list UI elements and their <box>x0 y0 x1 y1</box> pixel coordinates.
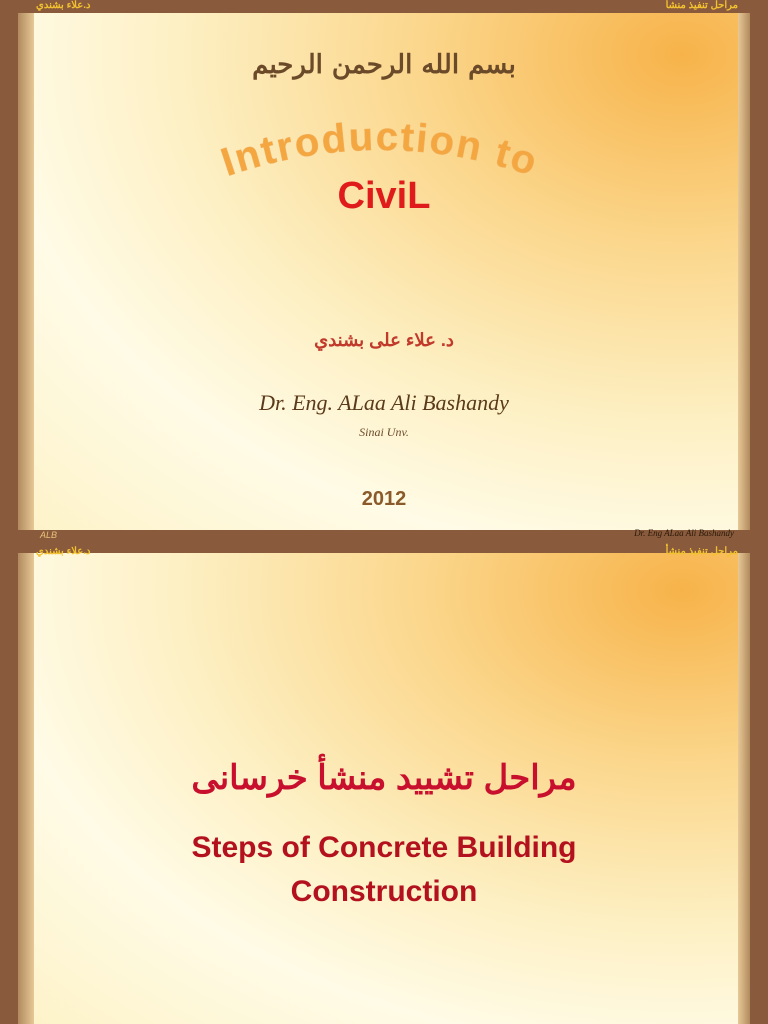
author-english: Dr. Eng. ALaa Ali Bashandy <box>259 390 509 415</box>
author-arabic: د. علاء على بشندي <box>314 330 454 350</box>
basmala-heading: بسم الله الرحمن الرحيم <box>252 50 516 80</box>
slide-title-line-2: Construction <box>290 875 478 908</box>
header-author: د.علاء بشندي <box>36 546 91 557</box>
header-topic: مراحل تنفيذ منشأ <box>665 0 738 11</box>
slide-frame-right <box>738 13 750 530</box>
footer-logo: ALB <box>40 530 58 540</box>
header-author: د.علاء بشندي <box>36 0 91 11</box>
year-label: 2012 <box>361 488 407 510</box>
slide-body <box>34 13 738 530</box>
arch-title-path: Introduction to <box>215 114 544 185</box>
university-label: Sinai Unv. <box>359 425 409 439</box>
main-title: CiviL <box>337 175 431 217</box>
footer-author: Dr. Eng ALaa Ali Bashandy <box>634 528 734 538</box>
slide-title-line-1: Steps of Concrete Building <box>191 831 577 864</box>
slide-title-arabic: مراحل تشييد منشأ خرسانى <box>191 759 577 797</box>
slide-frame-left <box>18 13 34 530</box>
header-topic: مراحل تنفيذ منشأ <box>665 546 738 557</box>
slide-2 <box>0 540 768 1024</box>
slide-title-english <box>0 826 768 914</box>
